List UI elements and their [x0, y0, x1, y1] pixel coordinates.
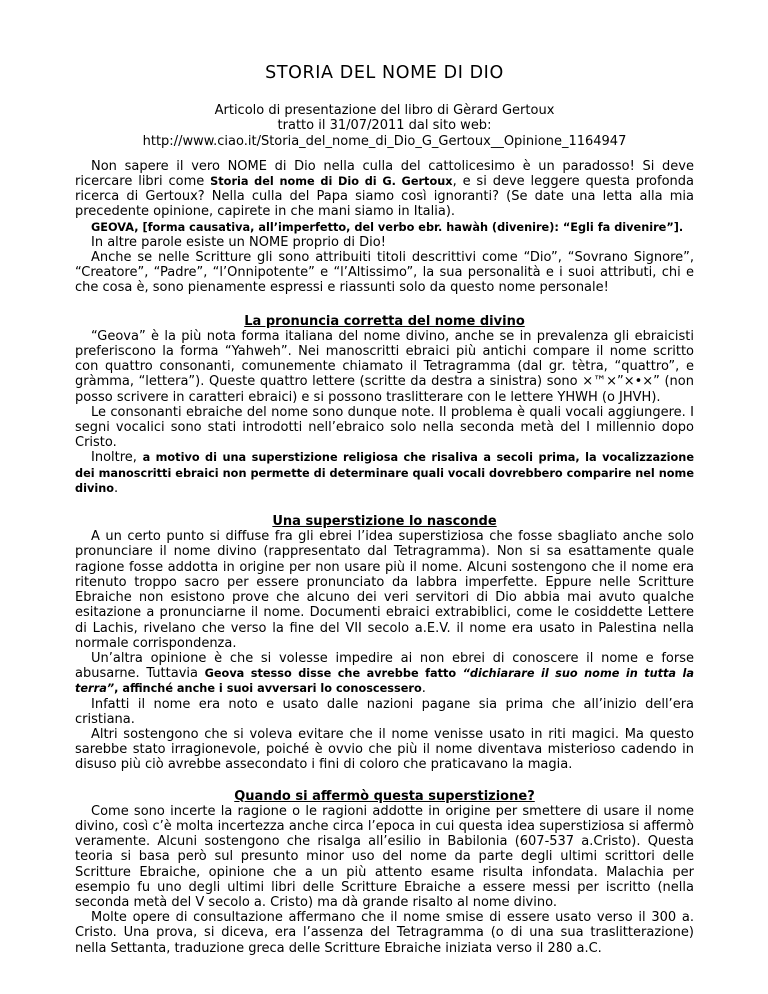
paragraph: Come sono incerte la ragione o le ragioni addotte in origine per smettere di usare il nome divino, così c’è molta incertezza anche circa l’epoca in cui questa idea superstiziosa si affermò veramente. Alcuni sostengono che risalga all’esilio in Babilonia (607-537 a.Cristo). Questa teoria si basa però sul presunto minor uso del nome da parte degli ultimi scrittori delle Scritture Ebraiche, opinione che a un più attento esame risulta infondata. Malachia per esempio fu uno degli ultimi libri delle Scritture Ebraiche a essere messi per iscritto (nella seconda metà del V secolo a. Cristo) ma dà grande risalto al nome divino.: [75, 803, 694, 910]
intro-line: tratto il 31/07/2011 dal sito web:: [277, 118, 492, 134]
page-title: STORIA DEL NOME DI DIO: [265, 63, 504, 83]
paragraph: Altri sostengono che si voleva evitare che il nome venisse usato in riti magici. Ma questo sarebbe stato irragionevole, poiché è ovvio che più il nome diventava misterioso cadendo in disuso più ciò avrebbe assecondato i fini di coloro che praticavano la magia.: [75, 726, 694, 773]
section-heading: Una superstizione lo nasconde: [272, 514, 497, 530]
paragraph: Inoltre, a motivo di una superstizione religiosa che risaliva a secoli prima, la vocalizzazione dei manoscritti ebraici non permette di determinare quali vocali dovrebbero comparire nel nome divino.: [75, 450, 694, 496]
paragraph: A un certo punto si diffuse fra gli ebrei l’idea superstiziosa che fosse sbagliato anche solo pronunciare il nome divino (rappresentato dal Tetragramma). Non si sa esattamente quale ragione fosse addotta in origine per non usare più il nome. Alcuni sostengono che il nome era ritenuto troppo sacro per essere pronunciato da labbra imperfette. Eppure nelle Scritture Ebraiche non esistono prove che alcuno dei veri servitori di Dio abbia mai avuto qualche esitazione a pronunciarne il nome. Documenti ebraici extrabiblici, come le cosiddette Lettere di Lachis, rivelano che verso la fine del VII secolo a.E.V. il nome era usato in Palestina nella normale corrispondenza.: [75, 529, 694, 651]
section-heading: Quando si affermò questa superstizione?: [234, 788, 535, 804]
book-title: Storia del nome di Dio di G. Gertoux: [210, 175, 453, 189]
paragraph: Anche se nelle Scritture gli sono attribuiti titoli descrittivi come “Dio”, “Sovrano Signore”, “Creatore”, “Padre”, “l’Onnipotente” e “l’Altissimo”, la sua personalità e i suoi attributi, chi e che cosa è, sono pienamente espressi e riassunti solo da questo nome personale!: [75, 250, 694, 296]
paragraph: Infatti il nome era noto e usato dalle nazioni pagane sia prima che all’inizio dell’era cristiana.: [75, 696, 694, 727]
emphasis-text: a motivo di una superstizione religiosa che risaliva a secoli prima, la vocalizzazione dei manoscritti ebraici non permette di determinare quali vocali dovrebbero comparire nel nome divino: [75, 451, 694, 495]
source-url: http://www.ciao.it/Storia_del_nome_di_Dio_G_Gertoux__Opinione_1164947: [142, 133, 627, 149]
emphasis-text: Geova stesso disse che avrebbe fatto: [204, 667, 463, 681]
definition-paragraph: GEOVA, [forma causativa, all’imperfetto, del verbo ebr. hawàh (divenire): “Egli fa divenire”].: [91, 220, 684, 234]
paragraph: “Geova” è la più nota forma italiana del nome divino, anche se in prevalenza gli ebraicisti preferiscono la forma “Yahweh”. Nei manoscritti ebraici più antichi compare il nome scritto con quattro consonanti, comunemente chiamato il Tetragramma (dal gr. tètra, “quattro”, e gràmma, “lettera”). Queste quattro lettere (scritte da destra a sinistra) sono ×™×”×•×” (non posso scrivere in caratteri ebraici) e si possono traslitterare con le lettere YHWH (o JHVH).: [75, 328, 694, 405]
paragraph: Molte opere di consultazione affermano che il nome smise di essere usato verso il 300 a. Cristo. Una prova, si diceva, era l’assenza del Tetragramma (o di una sua traslitterazione) nella Settanta, traduzione greca delle Scritture Ebraiche iniziata verso il 280 a.C.: [75, 910, 694, 956]
paragraph: Le consonanti ebraiche del nome sono dunque note. Il problema è quali vocali aggiungere. I segni vocalici sono stati introdotti nell’ebraico solo nella seconda metà del I millennio dopo Cristo.: [75, 404, 694, 451]
paragraph: Un’altra opinione è che si volesse impedire ai non ebrei di conoscere il nome e forse abusarne. Tuttavia Geova stesso disse che avrebbe fatto “dichiarare il suo nome in tutta la terra”, affinché anche i suoi avversari lo conoscessero.: [75, 650, 694, 697]
intro-line: Articolo di presentazione del libro di Gèrard Gertoux: [214, 103, 555, 119]
section-heading: La pronuncia corretta del nome divino: [244, 313, 525, 329]
paragraph: Non sapere il vero NOME di Dio nella culla del cattolicesimo è un paradosso! Si deve ricercare libri come Storia del nome di Dio di G. Gertoux, e si deve leggere questa profonda ricerca di Gertoux? Nella culla del Papa siamo così ignoranti? (Se date una letta alla mia precedente opinione, capirete in che mani siamo in Italia).: [75, 158, 694, 220]
emphasis-text: , affinché anche i suoi avversari lo conoscessero: [114, 682, 422, 696]
quote-text: “dichiarare il suo nome in tutta la terra”: [75, 667, 694, 696]
paragraph: In altre parole esiste un NOME proprio di Dio!: [91, 234, 386, 250]
intro-block: [75, 103, 694, 149]
